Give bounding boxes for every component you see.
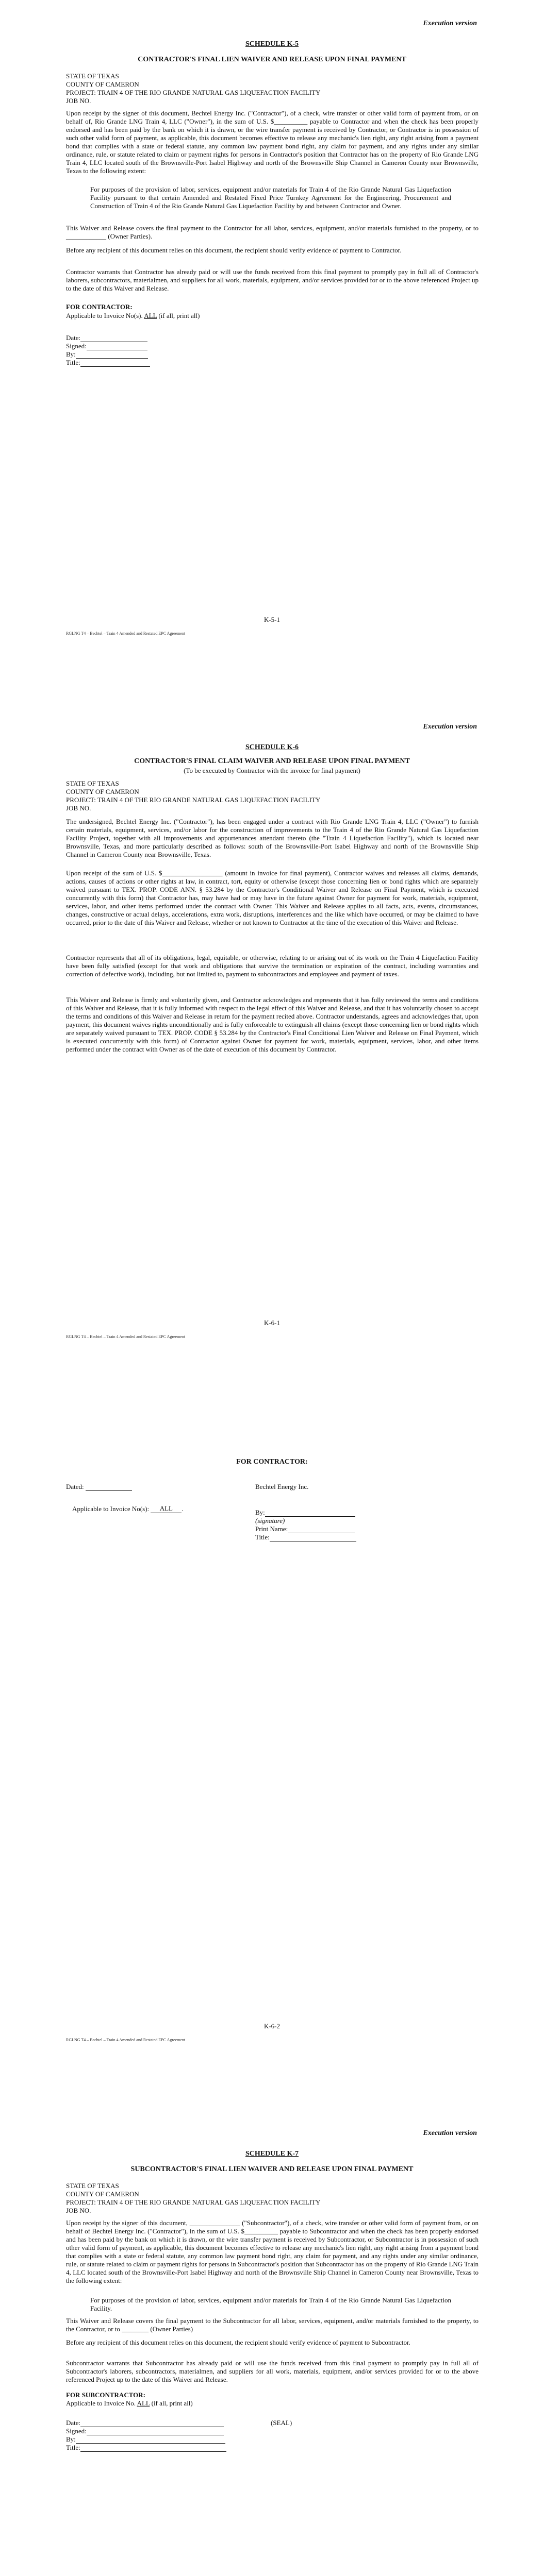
indented-purpose-paragraph: For purposes of the provision of labor, services, equipment and/or materials for Train 4 of the Rio Grande Natural Gas Liquefaction Facility pursuant to that certain Amended and Restated Fixed Price Turnkey Agreement for the Engineering, Procurement and Construction of Train 4 of the Rio Grande Natural Gas Liquefaction Facility by and between Contractor and Owner. (90, 185, 451, 210)
invoice-value: ALL (137, 2399, 150, 2407)
invoice-label: Applicable to Invoice No(s): (72, 1505, 150, 1513)
footer-text: RGLNG T4 – Bechtel – Train 4 Amended and Restated EPC Agreement (66, 631, 186, 636)
job-no-line: JOB NO. (66, 97, 91, 105)
page-k7-1 (0, 2110, 544, 2576)
invoice-line (66, 312, 200, 320)
title-field[interactable] (66, 2444, 226, 2452)
invoice-line (66, 2399, 193, 2408)
job-no-line: JOB NO. (66, 2207, 91, 2214)
print-name-field[interactable] (255, 1525, 355, 1533)
document-title: SUBCONTRACTOR'S FINAL LIEN WAIVER AND RELEASE UPON FINAL PAYMENT (130, 2165, 414, 2173)
representation-paragraph: Contractor represents that all of its obligations, legal, equitable, or otherwise, relating to or arising out of its work on the Train 4 Liquefaction Facility have been fully satisfied (except for that work and obligations that survive the termination or expiration of the contract, including warranties and correction of defective work), including, but not limited to, payment to subcontractors and employees and payment of taxes. (66, 954, 479, 978)
document-title: CONTRACTOR'S FINAL LIEN WAIVER AND RELEASE UPON FINAL PAYMENT (138, 56, 406, 63)
signed-field[interactable] (66, 2427, 224, 2435)
invoice-label: Applicable to Invoice No. (66, 2399, 136, 2407)
document-title: CONTRACTOR'S FINAL CLAIM WAIVER AND RELEASE UPON FINAL PAYMENT (134, 757, 410, 765)
date-line (80, 2419, 224, 2427)
page-number: K-5-1 (263, 616, 281, 623)
by-field[interactable] (66, 350, 148, 359)
release-paragraph: Upon receipt by the signer of this document, _______________ ("Subcontractor"), of a check, wire transfer or other valid form of payment from, or on behalf of Bechtel Energy Inc. ("Contractor"), in the sum of U.S. $__________ payable to Subcontractor and when the check has been properly endorsed and has been paid by the bank on which it is drawn, or the wire transfer payment is received by Subcontractor, or Subcontractor is in possession of such other valid form of payment, as applicable, this document becomes effective to release any mechanic's lien right, any right arising from a payment bond that complies with a state or federal statute, any common law payment bond right, any claim for payment, and any rights under any similar ordinance, rule, or statute related to claim or payment rights for persons in Subcontractor's position that Subcontractor has on the property of Rio Grande LNG Train 4, LLC located south of the Brownsville-Port Isabel Highway and north of the Brownsville Ship Channel in Cameron County near Brownsville, Texas to the following extent: (66, 2219, 479, 2284)
date-line (80, 334, 147, 342)
date-label: Date: (66, 2419, 81, 2427)
seal-label: (SEAL) (271, 2419, 292, 2427)
invoice-value: ALL (151, 1504, 182, 1513)
invoice-note: (if all, print all) (158, 312, 200, 319)
by-label: By: (66, 350, 76, 358)
signed-line (87, 2428, 224, 2435)
page-number: K-6-2 (263, 2022, 281, 2030)
by-line (76, 2436, 225, 2444)
schedule-heading: SCHEDULE K-6 (245, 743, 299, 751)
execution-version-label: Execution version (423, 723, 477, 731)
warranty-paragraph: Contractor warrants that Contractor has already paid or will use the funds received from this final payment to promptly pay in full all of Contractor's laborers, subcontractors, materialmen, and suppliers for all work, materials, equipment, and/or services provided for or to the above referenced Project up to the date of this Waiver and Release. (66, 268, 479, 292)
title-line (80, 359, 150, 367)
signed-label: Signed: (66, 342, 87, 350)
footer-text: RGLNG T4 – Bechtel – Train 4 Amended and Restated EPC Agreement (66, 1334, 186, 1339)
project-line: PROJECT: TRAIN 4 OF THE RIO GRANDE NATURAL GAS LIQUEFACTION FACILITY (66, 796, 321, 804)
document-subtitle: (To be executed by Contractor with the invoice for final payment) (184, 767, 360, 774)
page-k6-2 (0, 1406, 544, 2110)
company-name: Bechtel Energy Inc. (255, 1483, 309, 1490)
verify-paragraph: Before any recipient of this document relies on this document, the recipient should verify evidence of payment to Contractor. (66, 246, 402, 254)
title-label: Title: (255, 1533, 270, 1541)
state-line: STATE OF TEXAS (66, 72, 119, 80)
by-line (265, 1509, 355, 1517)
by-label: By: (255, 1509, 265, 1516)
voluntary-release-paragraph: This Waiver and Release is firmly and voluntarily given, and Contractor acknowledges and represents that it has fully reviewed the terms and conditions of this Waiver and Release, that it is fully informed with respect to the legal effect of this Waiver and Release, and that it has voluntarily chosen to accept the terms and conditions of this Waiver and Release in return for the payment recited above. Contractor understands, agrees and acknowledges that, upon payment, this document waives rights unconditionally and is fully enforceable to extinguish all claims (except those concerning lien or bond rights which are separately waived pursuant to TEX. PROP. CODE § 53.284 by the Contractor's Final Conditional Lien Waiver and Release on Final Payment, which is executed concurrently with this form) of Contractor against Owner for payment for work, materials, equipment, services, labor, and other items performed under the contract with Owner as of the date of execution of this document by Contractor. (66, 996, 479, 1053)
page-number: K-6-1 (263, 1319, 281, 1327)
for-contractor-label: FOR CONTRACTOR: (66, 303, 133, 311)
county-line: COUNTY OF CAMERON (66, 2190, 139, 2198)
project-header (66, 779, 320, 812)
job-no-line: JOB NO. (66, 804, 91, 812)
signed-field[interactable] (66, 342, 147, 350)
by-label: By: (66, 2435, 76, 2443)
execution-version-label: Execution version (423, 20, 477, 27)
print-name-line (288, 1526, 355, 1533)
project-header (66, 72, 320, 105)
county-line: COUNTY OF CAMERON (66, 80, 139, 88)
date-field[interactable] (66, 334, 147, 342)
invoice-line (72, 1504, 184, 1513)
footer-text: RGLNG T4 – Bechtel – Train 4 Amended and Restated EPC Agreement (66, 2038, 186, 2042)
title-field[interactable] (255, 1533, 356, 1541)
signed-label: Signed: (66, 2427, 87, 2435)
title-label: Title: (66, 2444, 80, 2451)
by-field[interactable] (255, 1509, 355, 1517)
by-line (76, 351, 148, 359)
project-line: PROJECT: TRAIN 4 OF THE RIO GRANDE NATURAL GAS LIQUEFACTION FACILITY (66, 2198, 321, 2206)
schedule-heading: SCHEDULE K-7 (245, 2150, 299, 2158)
state-line: STATE OF TEXAS (66, 779, 119, 787)
signature-caption: (signature) (255, 1517, 285, 1524)
title-line (80, 2444, 226, 2452)
verify-paragraph: Before any recipient of this document relies on this document, the recipient should verify evidence of payment to Subcontractor. (66, 2338, 410, 2346)
date-label: Date: (66, 334, 81, 342)
indented-purpose-paragraph: For purposes of the provision of labor, services, equipment and/or materials for Train 4 of the Rio Grande Natural Gas Liquefaction Facility. (90, 2296, 451, 2312)
invoice-label: Applicable to Invoice No(s). (66, 312, 143, 319)
county-line: COUNTY OF CAMERON (66, 788, 139, 795)
date-field[interactable] (66, 2419, 224, 2427)
release-paragraph: Upon receipt by the signer of this document, Bechtel Energy Inc. ("Contractor"), of a check, wire transfer or other valid form of payment from, or on behalf of, Rio Grande LNG Train 4, LLC ("Owner"), in the sum of U.S. $__________ payable to Contractor and when the check has been properly endorsed and has been paid by the bank on which it is drawn, or the wire transfer payment is received by Contractor, or Contractor is in possession of such other valid form of payment, as applicable, this document becomes effective to release any mechanic's lien right, any right arising from a payment bond that complies with a state or federal statute, any common law payment bond right, any claim for payment, and any rights under any similar ordinance, rule, or statute related to claim or payment rights for persons in Contractor's position that Contractor has on the property of Rio Grande LNG Train 4, LLC located south of the Brownsville-Port Isabel Highway and north of the Brownsville Ship Channel in Cameron County near Brownsville, Texas to the following extent: (66, 109, 479, 175)
invoice-period: . (182, 1505, 184, 1513)
project-header (66, 2182, 320, 2215)
dated-label: Dated: (66, 1483, 84, 1490)
coverage-paragraph: This Waiver and Release covers the final payment to the Subcontractor for all labor, services, equipment, and/or materials furnished to the property, to the Contractor, or to ________ (Owner Parties) (66, 2317, 479, 2333)
engagement-paragraph: The undersigned, Bechtel Energy Inc. ("Contractor"), has been engaged under a contract with Rio Grande LNG Train 4, LLC ("Owner") to furnish certain materials, equipment, services, and/or labor for the construction of improvements to the Train 4 of the Rio Grande Natural Gas Liquefaction Facility Project, together with all improvements and appurtenances attendant thereto (the "Train 4 Liquefaction Facility"), which is located near Brownsville, Texas, and more particularly described as follows: south of the Brownsville-Port Isabel Highway and north of the Brownsville Ship Channel in Cameron County near Brownsville, Texas. (66, 818, 479, 858)
warranty-paragraph: Subcontractor warrants that Subcontractor has already paid or will use the funds received from this final payment to promptly pay in full all of Subcontractor's laborers, subcontractors, materialmen, and suppliers for all work, materials, equipment, and/or services provided for or to the above referenced Project up to the date of this Waiver and Release. (66, 2359, 479, 2383)
schedule-heading: SCHEDULE K-5 (245, 40, 299, 48)
page-k6-1 (0, 703, 544, 1406)
signed-line (87, 343, 147, 350)
title-label: Title: (66, 359, 80, 366)
invoice-value: ALL (144, 312, 157, 319)
for-contractor-label: FOR CONTRACTOR: (236, 1458, 308, 1466)
waiver-paragraph: Upon receipt of the sum of U.S. $__________________ (amount in invoice for final payment), Contractor waives and releases all claims, demands, actions, causes of actions or other rights at law, in contract, tort, equity or otherwise (except those concerning lien or bond rights which are separately waived pursuant to TEX. PROP. CODE ANN. § 53.284 by the Contractor's Conditional Waiver and Release on Final Payment, which is executed concurrently with this form) that Contractor has, may have had or may have in the future against Owner for payment for work, materials, equipment, services, labor, and other items performed under the contract with Owner. This Waiver and Release applies to all facts, acts, events, circumstances, changes, constructive or actual delays, accelerations, extra work, disruptions, interferences and the like which have occurred, or may be claimed to have occurred, prior to the date of this Waiver and Release, whether or not known to Contractor at the time of the execution of this Waiver and Release. (66, 869, 479, 926)
title-field[interactable] (66, 359, 150, 367)
state-line: STATE OF TEXAS (66, 2182, 119, 2190)
dated-field[interactable] (66, 1483, 132, 1491)
for-subcontractor-label: FOR SUBCONTRACTOR: (66, 2391, 145, 2399)
coverage-paragraph: This Waiver and Release covers the final payment to the Contractor for all labor, services, equipment, and/or materials furnished to the property, or to ____________ (Owner Parties). (66, 224, 479, 240)
page-k5-1 (0, 0, 544, 703)
by-field[interactable] (66, 2435, 225, 2444)
project-line: PROJECT: TRAIN 4 OF THE RIO GRANDE NATURAL GAS LIQUEFACTION FACILITY (66, 89, 321, 96)
dated-line (86, 1483, 132, 1491)
invoice-note: (if all, print all) (151, 2399, 193, 2407)
execution-version-label: Execution version (423, 2129, 477, 2137)
print-name-label: Print Name: (255, 1525, 288, 1533)
title-line (270, 1534, 356, 1541)
